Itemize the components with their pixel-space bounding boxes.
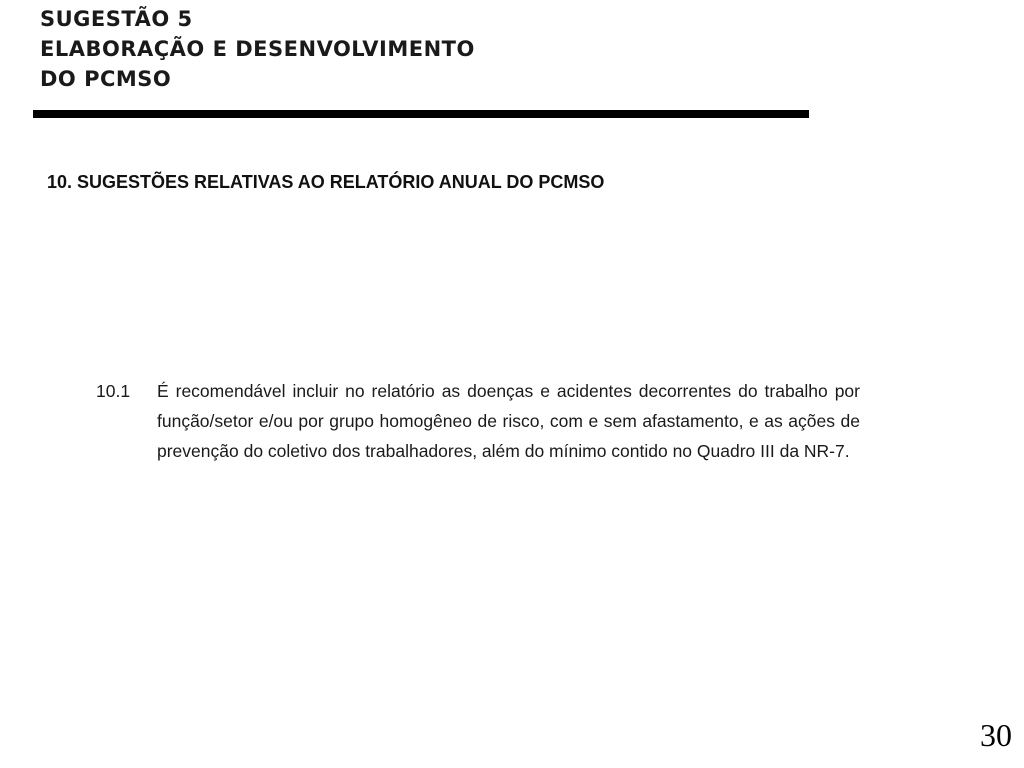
header-line-suggestion: SUGESTÃO 5 [40, 7, 193, 31]
header-divider [33, 110, 809, 118]
item-number: 10.1 [96, 381, 131, 401]
item-text: É recomendável incluir no relatório as doenças e acidentes decorrentes do trabalho por função/setor e/ou por grupo homogêneo de risco, com e sem afastamento, e as ações de prevenção do coletivo dos trabalhadores, além do mínimo contido no Quadro III da NR-7. [157, 381, 860, 461]
page-number: 30 [980, 717, 1012, 753]
list-item [96, 376, 860, 466]
header-line-elaboration: ELABORAÇÃO E DESENVOLVIMENTO [40, 37, 475, 61]
header-line-pcmso: DO PCMSO [40, 67, 172, 91]
document-header [40, 4, 475, 94]
section-title: 10. SUGESTÕES RELATIVAS AO RELATÓRIO ANUAL DO PCMSO [47, 172, 605, 192]
